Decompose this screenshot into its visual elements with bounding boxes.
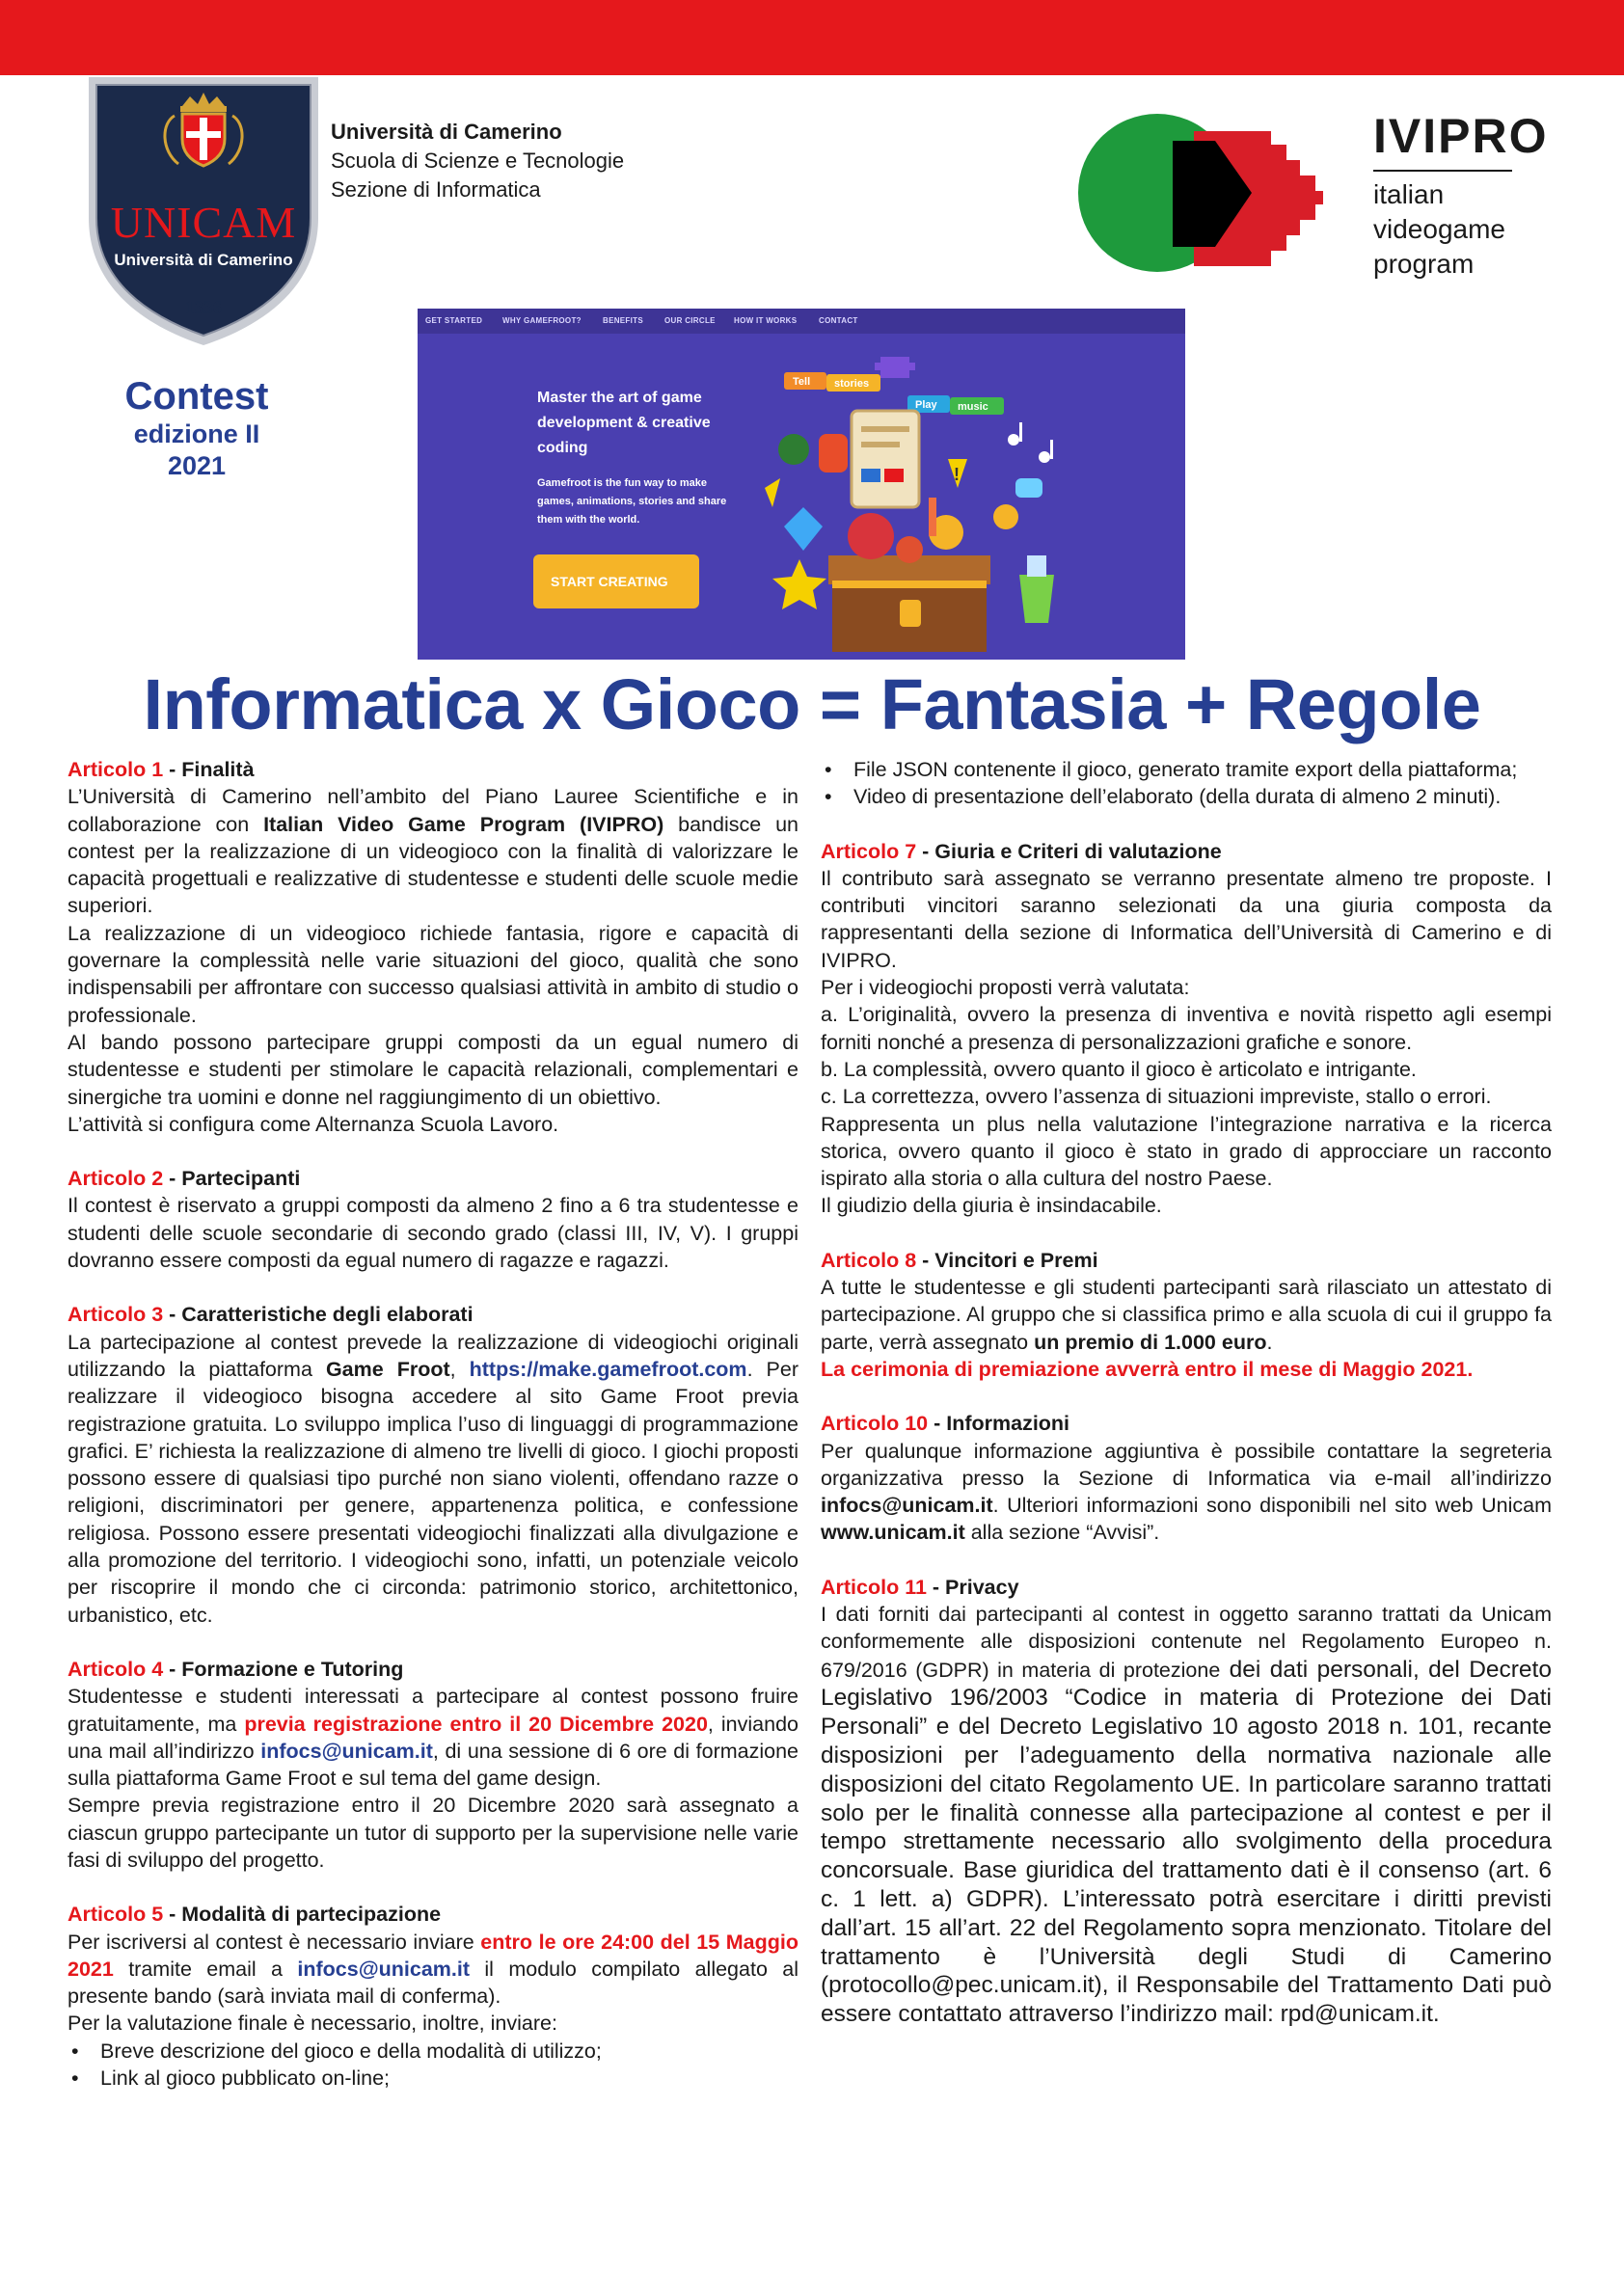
text: La partecipazione al contest prevede la realizzazione di videogiochi originali utilizzando la piattaforma (68, 1330, 798, 1381)
left-column (68, 756, 798, 2092)
article-1-paragraph: Al bando possono partecipare gruppi composti da un egual numero di studentesse e studenti per stimolare le capacità relazionali, complementari e sinergiche tra uomini e donne nel raggiungimento di un obiettivo. (68, 1030, 798, 1109)
criterion-c: c. La correttezza, ovvero l’assenza di situazioni impreviste, stallo o errori. (821, 1085, 1492, 1109)
requirements-list (68, 2038, 798, 2093)
university-name: Università di Camerino (331, 120, 562, 144)
university-header (331, 118, 624, 204)
school-name: Scuola di Scienze e Tecnologie (331, 149, 625, 173)
screenshot-heading-line: coding (537, 440, 588, 456)
article-5-paragraph (68, 1929, 798, 2011)
text: Per iscriversi al contest è necessario inviare (68, 1930, 481, 1954)
text: , (449, 1357, 470, 1381)
registration-deadline: previa registrazione entro il 20 Dicembre 2020 (244, 1712, 708, 1736)
article-7-paragraph: Rappresenta un plus nella valutazione l’integrazione narrativa e la ricerca storica, ovvero quanto il gioco è stato in grado di approcciare un racconto ispirato alla storia o alla cultura del nostro Paese. (821, 1112, 1552, 1191)
article-3-title: - Caratteristiche degli elaborati (163, 1303, 474, 1327)
text: il modulo compilato allegato al presente bando (sarà inviata mail di conferma). (68, 1957, 799, 2009)
tag-stories: stories (834, 378, 870, 390)
article-11-heading (821, 1574, 1552, 1601)
text: I dati forniti dai partecipanti al contest in oggetto saranno trattati da Unicam conformemente alle disposizioni contenute nel Regolamento Europeo n. 679/2016 (GDPR) in materia di protezione (821, 1603, 1552, 1682)
article-5-heading (68, 1901, 798, 1928)
requirements-list-continued (821, 756, 1552, 811)
game-illustration-icon (765, 334, 1185, 660)
article-8-paragraph (821, 1274, 1552, 1356)
article-7-paragraph: Il giudizio della giuria è insindacabile. (821, 1194, 1162, 1218)
tag-tell: Tell (793, 376, 811, 388)
unicam-logo-name: UNICAM (110, 198, 297, 247)
page-headline: Informatica x Gioco = Fantasia + Regole (143, 664, 1481, 744)
article-2-number: Articolo 2 (68, 1167, 164, 1191)
text: L’Università di Camerino nell’ambito del Piano Lauree Scientifiche e in collaborazione con (68, 785, 798, 836)
start-creating-label: START CREATING (551, 574, 668, 589)
contest-badge (96, 374, 297, 482)
unicam-logo-year: 1336 (185, 298, 222, 318)
article-4-number: Articolo 4 (68, 1657, 164, 1681)
top-red-band (0, 0, 1624, 75)
article-3-heading (68, 1301, 798, 1328)
contest-edition: edizione II (133, 419, 260, 448)
article-10-paragraph (821, 1438, 1552, 1547)
prize-amount: un premio di 1.000 euro (1034, 1330, 1267, 1354)
article-8-number: Articolo 8 (821, 1248, 917, 1272)
screenshot-nav-item: WHY GAMEFROOT? (502, 316, 582, 325)
text: dei dati personali, del Decreto Legislativo 196/2003 “Codice in materia di Protezione dei Dati Personali” e del Decreto Legislativo 10 agosto 2018 n. 101, recante disposizioni per l’adeguamento della normativa nazionale alle disposizioni del citato Regolamento UE. In particolare saranno trattati solo per le finalità connesse alla partecipazione al contest e per il tempo strettamente necessario allo svolgimento della procedura concorsuale. Base giuridica del trattamento dati è il consenso (art. 6 c. 1 lett. a) GDPR). L’interessato potrà esercitare i diritti previsti dall’art. 15 all’art. 22 del Regolamento sopra menzionato. Titolare del trattamento è l’Università degli Studi di Camerino (protocollo@pec.unicam.it), il Responsabile del Trattamento Dati può essere contattato attraverso l’indirizzo mail: rpd@unicam.it. (821, 1656, 1552, 2028)
email-link[interactable]: infocs@unicam.it (297, 1957, 471, 1981)
gamefroot-link[interactable]: https://make.gamefroot.com (469, 1357, 747, 1381)
article-5-paragraph: Per la valutazione finale è necessario, inoltre, inviare: (68, 2012, 557, 2036)
article-10-number: Articolo 10 (821, 1412, 929, 1436)
text: Per qualunque informazione aggiuntiva è possibile contattare la segreteria organizzativa presso la Sezione di Informatica via e-mail all’indirizzo (821, 1439, 1552, 1490)
article-7-paragraph: Il contributo sarà assegnato se verranno presentate almeno tre proposte. I contributi vincitori saranno selezionati da una giuria composta da rappresentanti della sezione di Informatica dell’Università di Camerino e di IVIPRO. (821, 866, 1552, 972)
article-4-paragraph (68, 1683, 798, 1792)
text: . (1266, 1330, 1273, 1354)
list-item: • Link al gioco pubblicato on-line; (68, 2065, 798, 2092)
text: bandisce un contest per la realizzazione di un videogioco con la finalità di valorizzare le capacità progettuali e realizzative di studentesse e studenti delle scuole medie superiori. (68, 812, 798, 918)
ivipro-divider (1373, 170, 1512, 172)
screenshot-nav-item: BENEFITS (603, 316, 643, 325)
tag-music: music (958, 401, 988, 413)
article-10-heading (821, 1410, 1552, 1437)
submission-deadline: entro le ore 24:00 del 15 Maggio 2021 (68, 1930, 798, 1981)
article-11-paragraph (821, 1601, 1552, 2029)
article-2-title: - Partecipanti (163, 1167, 301, 1191)
criterion-b: b. La complessità, ovvero quanto il gioco è articolato e intrigante. (821, 1057, 1417, 1081)
article-11-title: - Privacy (926, 1575, 1019, 1599)
screenshot-nav (418, 309, 1185, 334)
criterion-a: a. L’originalità, ovvero la presenza di inventiva e novità rispetto agli esempi forniti nonché a presenza di personalizzazioni grafiche e sonore. (821, 1003, 1552, 1054)
section-name: Sezione di Informatica (331, 177, 541, 202)
screenshot-nav-item: OUR CIRCLE (664, 316, 716, 325)
article-4-paragraph: Sempre previa registrazione entro il 20 Dicembre 2020 sarà assegnato a ciascun gruppo partecipante un tutor di supporto per la supervisione nelle varie fasi di sviluppo del progetto. (68, 1794, 798, 1872)
ceremony-notice: La cerimonia di premiazione avverrà entro il mese di Maggio 2021. (821, 1357, 1474, 1381)
text: , inviando una mail all’indirizzo (68, 1712, 798, 1763)
article-1-paragraph (68, 783, 798, 919)
article-2-heading (68, 1165, 798, 1192)
text: Studentesse e studenti interessati a partecipare al contest possono fruire gratuitamente, ma (68, 1685, 798, 1736)
article-3-number: Articolo 3 (68, 1303, 164, 1327)
article-7-title: - Giuria e Criteri di valutazione (916, 839, 1222, 863)
ivipro-name: Italian Video Game Program (IVIPRO) (263, 812, 664, 836)
article-4-heading (68, 1656, 798, 1683)
svg-text:!: ! (954, 465, 960, 484)
list-item: • Breve descrizione del gioco e della modalità di utilizzo; (68, 2038, 798, 2065)
article-8-title: - Vincitori e Premi (916, 1248, 1098, 1272)
text: . Ulteriori informazioni sono disponibili nel sito web Unicam (992, 1494, 1552, 1518)
text: alla sezione “Avvisi”. (964, 1521, 1160, 1545)
unicam-logo-subtitle: Università di Camerino (114, 251, 293, 269)
article-1-title: - Finalità (163, 758, 255, 781)
article-1-number: Articolo 1 (68, 758, 164, 781)
article-3-paragraph (68, 1329, 798, 1629)
article-7-heading (821, 838, 1552, 865)
ivipro-line-3: program (1373, 249, 1475, 279)
website-link[interactable]: www.unicam.it (821, 1521, 965, 1545)
article-11-number: Articolo 11 (821, 1575, 927, 1599)
article-7-number: Articolo 7 (821, 839, 917, 863)
article-5-number: Articolo 5 (68, 1903, 164, 1927)
article-2-paragraph: Il contest è riservato a gruppi composti da almeno 2 fino a 6 tra studentesse e studenti delle scuole secondarie di secondo grado (classi III, IV, V). I gruppi dovranno essere composti da egual numero di ragazze e ragazzi. (68, 1194, 798, 1273)
screenshot-nav-item: CONTACT (819, 316, 858, 325)
text: , di una sessione di 6 ore di formazione sulla piattaforma Game Froot e sul tema del game design. (68, 1739, 798, 1791)
article-1-heading (68, 756, 798, 783)
right-column (821, 756, 1552, 2029)
email-link[interactable]: infocs@unicam.it (260, 1739, 433, 1763)
ivipro-subtitle (1373, 177, 1505, 282)
screenshot-body-line: Gamefroot is the fun way to make (537, 477, 708, 489)
article-1-paragraph: La realizzazione di un videogioco richiede fantasia, rigore e capacità di governare la complessità nelle varie situazioni del gioco, qualità che sono indispensabili per affrontare con successo qualsiasi attività in ambito di studio o professionale. (68, 921, 798, 1027)
screenshot-heading-line: development & creative (537, 415, 711, 431)
article-10-title: - Informazioni (928, 1412, 1070, 1436)
ivipro-logo-icon (1069, 112, 1339, 278)
ivipro-line-2: videogame (1373, 214, 1505, 244)
article-1-paragraph: L’attività si configura come Alternanza Scuola Lavoro. (68, 1112, 559, 1136)
screenshot-nav-item: HOW IT WORKS (734, 316, 798, 325)
ivipro-title: IVIPRO (1373, 109, 1549, 163)
text: tramite email a (113, 1957, 298, 1981)
article-7-paragraph: Per i videogiochi proposti verrà valutata: (821, 976, 1190, 1000)
contest-year: 2021 (167, 451, 227, 480)
gamefroot-screenshot (418, 309, 1185, 660)
screenshot-nav-item: GET STARTED (425, 316, 483, 325)
screenshot-heading-line: Master the art of game (537, 390, 702, 406)
text: A tutte le studentesse e gli studenti partecipanti sarà rilasciato un attestato di partecipazione. Al gruppo che si classifica primo e alla scuola di cui il gruppo fa parte, verrà assegnato (821, 1276, 1552, 1354)
unicam-logo (85, 73, 322, 347)
screenshot-heading (537, 386, 749, 461)
tag-play: Play (915, 399, 937, 411)
screenshot-body (537, 474, 761, 529)
start-creating-button (533, 554, 699, 608)
game-froot-name: Game Froot (325, 1357, 450, 1381)
ivipro-line-1: italian (1373, 179, 1445, 209)
list-item: • File JSON contenente il gioco, generato tramite export della piattaforma; (821, 756, 1552, 783)
screenshot-body-line: games, animations, stories and share (537, 496, 727, 507)
list-item: • Video di presentazione dell’elaborato (della durata di almeno 2 minuti). (821, 783, 1552, 810)
email-link[interactable]: infocs@unicam.it (821, 1494, 993, 1518)
article-4-title: - Formazione e Tutoring (163, 1657, 404, 1681)
screenshot-body-line: them with the world. (537, 514, 640, 526)
article-8-heading (821, 1247, 1552, 1274)
article-5-title: - Modalità di partecipazione (163, 1903, 442, 1927)
contest-title: Contest (124, 375, 269, 418)
text: . Per realizzare il videogioco bisogna accedere al sito Game Froot previa registrazione gratuita. Lo sviluppo implica l’uso di linguaggi di programmazione grafici. E’ richiesta la realizzazione di almeno tre livelli di gioco. I giochi proposti possono essere di qualsiasi tipo purché non siano violenti, offendano razze o religioni, discriminatori per genere, appartenenza politica, e confessione religiosa. Possono essere presentati videogiochi finalizzati alla divulgazione e alla promozione del territorio. I videogiochi sono, infatti, un potenziale veicolo per riscoprire il mondo che ci circonda: patrimonio storico, architettonico, urbanistico, etc. (68, 1357, 799, 1627)
